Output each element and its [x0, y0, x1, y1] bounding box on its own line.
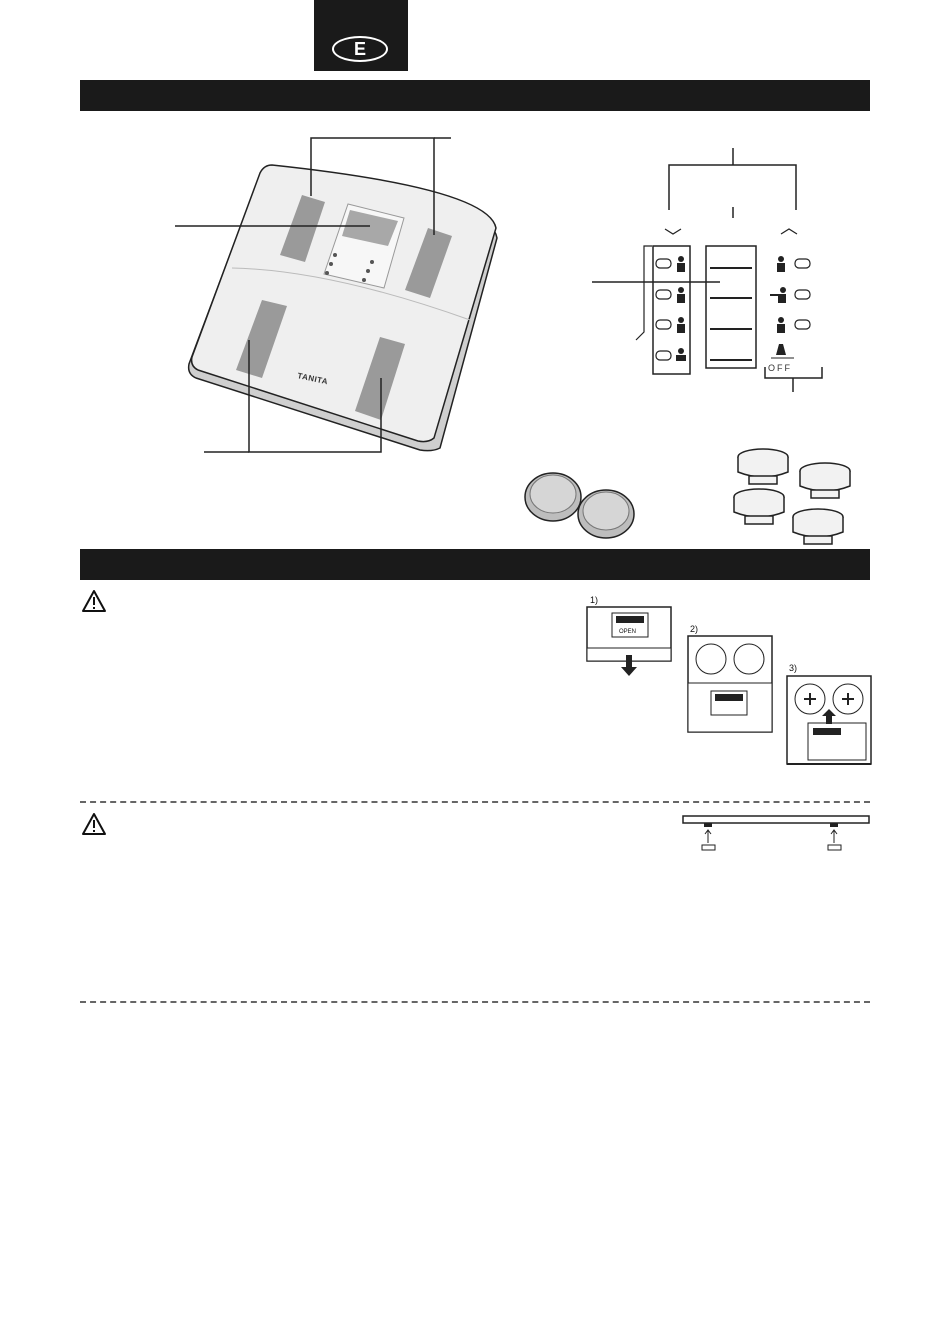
off-label: OFF [768, 363, 792, 373]
brand-logo: TANITA [296, 371, 329, 387]
open-label: OPEN [619, 629, 637, 635]
step-label: 1) [590, 595, 599, 605]
language-badge: E [332, 36, 388, 62]
step-label: 2) [690, 624, 699, 634]
step-label: 3) [789, 663, 798, 673]
